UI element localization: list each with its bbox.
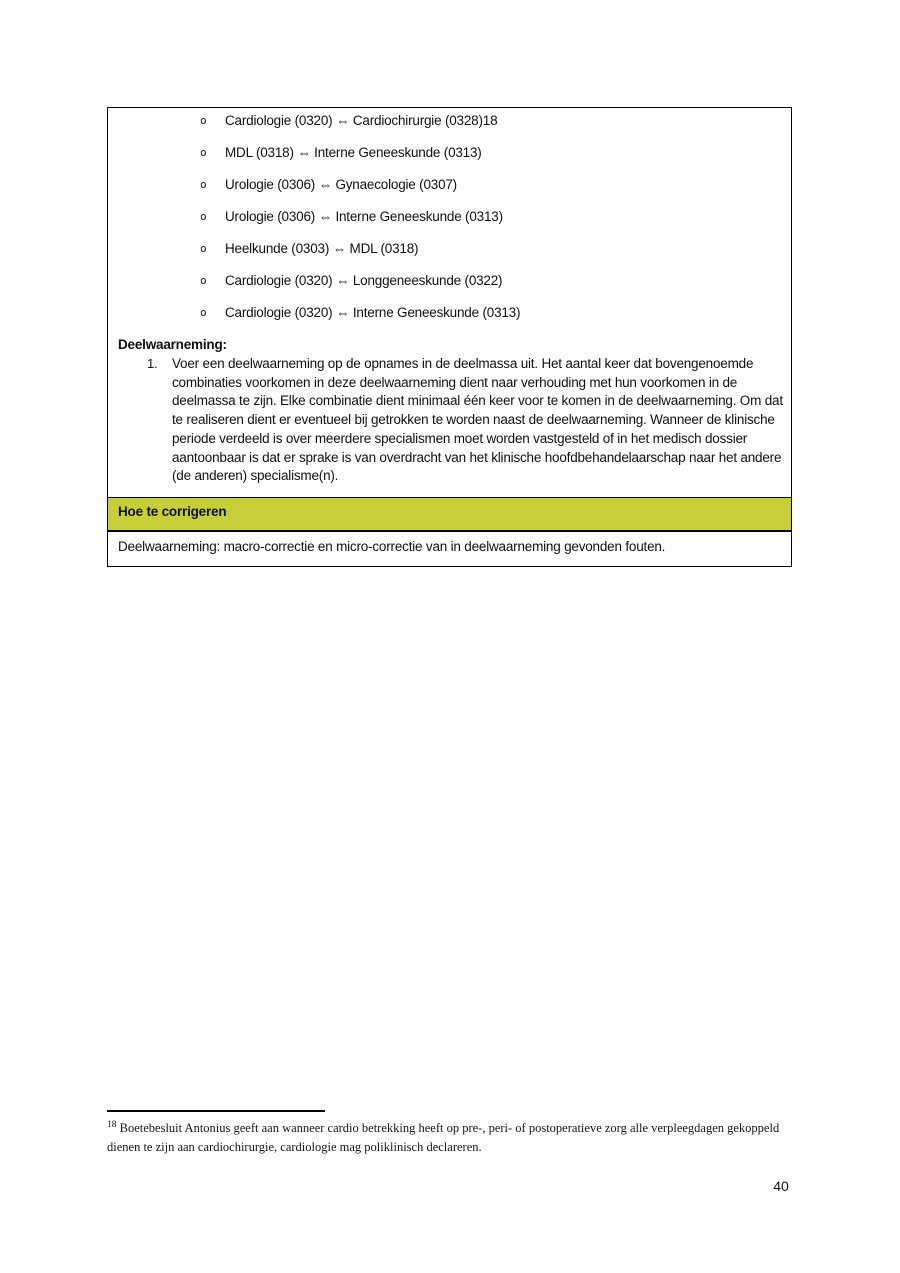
specialty-combination-list: [118, 111, 783, 322]
bullet-marker: o: [200, 306, 207, 319]
list-item: [118, 207, 783, 226]
footnote-marker: 18: [107, 1119, 117, 1130]
bullet-marker: o: [200, 210, 207, 223]
list-number: 1.: [147, 356, 158, 371]
list-item: [118, 111, 783, 130]
list-item: [118, 303, 783, 322]
combination-text: Heelkunde (0303) ⇔ MDL (0318): [225, 241, 419, 256]
footnote-divider: [107, 1110, 325, 1112]
correction-header-label: Hoe te corrigeren: [118, 504, 227, 519]
footnote-text: Boetebesluit Antonius geeft aan wanneer cardio betrekking heeft op pre-, peri- of postoperatieve zorg alle verpleegdagen gekoppeld dienen te zijn aan cardiochirurgie, cardiologie mag poliklinisch declareren.: [107, 1121, 780, 1154]
combination-text: MDL (0318) ⇔ Interne Geneeskunde (0313): [225, 145, 482, 160]
combination-text: Cardiologie (0320) ⇔ Cardiochirurgie (0328)18: [225, 113, 498, 128]
section-heading-deelwaarneming: Deelwaarneming:: [118, 337, 227, 352]
combination-text: Cardiologie (0320) ⇔ Longgeneeskunde (0322): [225, 273, 503, 288]
bullet-marker: o: [200, 114, 207, 127]
bullet-marker: o: [200, 178, 207, 191]
combination-text: Urologie (0306) ⇔ Interne Geneeskunde (0313): [225, 209, 503, 224]
list-item: [118, 271, 783, 290]
combination-text: Cardiologie (0320) ⇔ Interne Geneeskunde (0313): [225, 305, 521, 320]
combinations-box: [107, 107, 792, 498]
list-item: [118, 143, 783, 162]
numbered-item: [147, 355, 783, 486]
page-number: 40: [773, 1178, 789, 1194]
combination-text: Urologie (0306) ⇔ Gynaecologie (0307): [225, 177, 457, 192]
list-item: [118, 175, 783, 194]
footnote: [107, 1119, 804, 1157]
bullet-marker: o: [200, 274, 207, 287]
bullet-marker: o: [200, 146, 207, 159]
bullet-marker: o: [200, 242, 207, 255]
correction-body: [107, 532, 792, 567]
list-item: [118, 239, 783, 258]
correction-body-text: Deelwaarneming: macro-correctie en micro-correctie van in deelwaarneming gevonden fouten.: [118, 539, 666, 554]
deelwaarneming-paragraph: Voer een deelwaarneming op de opnames in de deelmassa uit. Het aantal keer dat bovengenoemde combinaties voorkomen in deze deelwaarneming dient naar verhouding met hun voorkomen in de deelmassa te zijn. Elke combinatie dient minimaal één keer voor te komen in de deelwaarneming. Om dat te realiseren dient er eventueel bij getrokken te worden naast de deelwaarneming. Wanneer de klinische periode verdeeld is over meerdere specialismen moet worden vastgesteld of in het medisch dossier aantoonbaar is dat er sprake is van overdracht van het klinische hoofdbehandelaarschap naar het andere (de anderen) specialisme(n).: [172, 356, 783, 484]
correction-header: [107, 498, 792, 532]
